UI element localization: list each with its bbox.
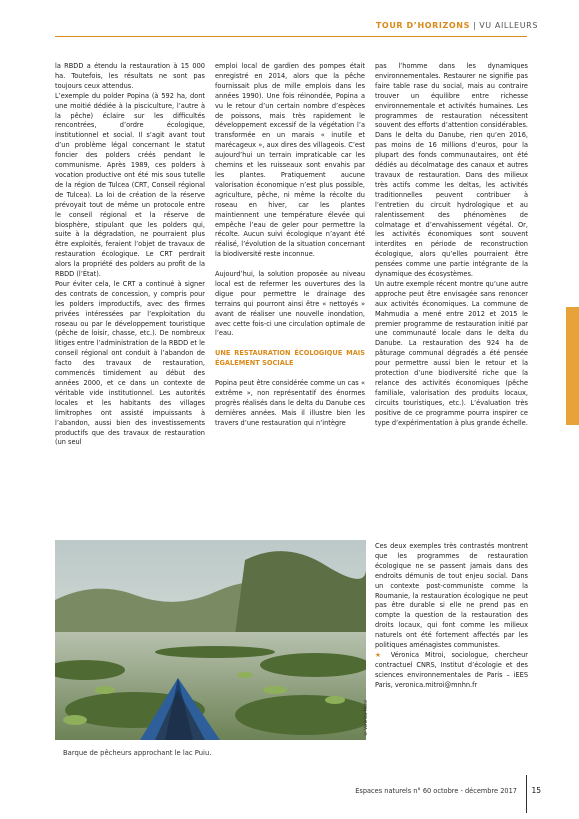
paragraph: emploi local de gardien des pompes était enregistré en 2014, alors que la pêche fournissait plus de mille emplois dans les années 1990). Une fois réinondée, Popina a vu le retour d’un certain nombre d’espèces de poissons, mais très rapidement le développement excessif de la végétation l’a transformée en un marais « inutile et marécageux », aux dires des villageois. C’est aujourd’hui un terrain impraticable car les chemins et les ruisseaux sont envahis par les plantes. Pratiquement aucune valorisation économique n’est plus possible, agriculture, pêche, ni même la récolte du roseau en hiver, car les plantes maintiennent une température élevée qui empêche l’eau de geler pour permettre la récolte. Aucun suivi écologique n’ayant été réalisé, l’évolution de la situation concernant la biodiversité reste inconnue.	[215, 62, 365, 259]
page-number: 15	[531, 786, 541, 795]
column-3-lower	[375, 542, 528, 691]
section-subheading: UNE RESTAURATION ÉCOLOGIQUE MAIS ÉGALEMENT SOCIALE	[215, 349, 365, 368]
column-3	[375, 62, 528, 429]
paragraph: Pour éviter cela, le CRT a continué à signer des contrats de concession, y compris pour les polders improductifs, avec des firmes privées intéressées par l’exploitation du roseau ou par le développement touristique (pêche de loisir, chasse, etc.). De nombreux litiges entre l’administration de la RBDD et le conseil régional ont conduit à l’abandon de facto des travaux de restauration, commencés timidement au début des années 2000, et ce dans un contexte de véritable vide institutionnel. Les autorités locales et les habitants des villages limitrophes ont assisté impuissants à l’abandon, aussi bien des investissements productifs que des travaux de restauration (un seul	[55, 279, 205, 447]
paragraph: pas l’homme dans les dynamiques environnementales. Restaurer ne signifie pas faire table rase du social, mais au contraire trouver un équilibre entre richesse environnementale et activités humaines. Les programmes de restauration nécessitent souvent des efforts d’attention considérables. Dans le delta du Danube, rien qu’en 2016, pas moins de 16 millions d’euros, pour la plupart des fonds communautaires, ont été dédiés au décolmatage des canaux et autres travaux de restauration. Dans des milieux très actifs comme les deltas, les activités traditionnelles peuvent contribuer à l’entretien du circuit hydrologique et au ralentissement des phénomènes de colmatage et d’envahissement végétal. Or, les activités économiques sont souvent interdites en période de reconstruction écologique, alors qu’elles pourraient être pensées comme une partie intégrante de la dynamique des écosystèmes.	[375, 62, 528, 279]
star-icon: ★	[375, 650, 385, 659]
column-2	[215, 62, 365, 428]
header-separator: |	[472, 21, 477, 30]
photo-caption: Barque de pêcheurs approchant le lac Puiu.	[63, 749, 212, 757]
footer-rule	[526, 775, 527, 813]
lake-boat-illustration	[55, 540, 366, 740]
footer-publication: Espaces naturels n° 60 octobre - décembre 2017	[355, 787, 517, 795]
section-title: TOUR D’HORIZONS	[375, 21, 470, 30]
column-1	[55, 62, 205, 448]
running-header	[376, 21, 538, 30]
paragraph: Aujourd’hui, la solution proposée au niveau local est de refermer les ouvertures des la digue pour permettre le drainage des terrains qui pourront ainsi être « nettoyés » avant de réaliser une nouvelle inondation, avec cette fois-ci une circulation optimale de l’eau.	[215, 270, 365, 338]
header-rule	[55, 36, 527, 37]
boat-photo	[55, 540, 366, 740]
side-color-tab	[566, 307, 579, 425]
photo-credit: © Veronica Mitroi	[363, 700, 368, 736]
paragraph: la RBDD a étendu la restauration à 15 000 ha. Toutefois, les résultats ne sont pas toujours ceux attendus.	[55, 62, 205, 90]
paragraph: Un autre exemple récent montre qu’une autre approche peut être envisagée sans renoncer aux activités économiques. La commune de Mahmudia a mené entre 2012 et 2015 le premier programme de restauration initié par une communauté locale dans le delta du Danube. La restauration des 924 ha de pâturage communal dégradés a été pensée pour permettre aussi bien le retour et la protection d’une biodiversité riche que la relance des activités économiques (pêche familiale, valorisation des produits locaux, circuits touristiques, etc.). L’évaluation très positive de ce programme pourra inspirer ce type d’expérimentation à plus grande échelle.	[375, 279, 528, 427]
paragraph: Ces deux exemples très contrastés montrent que les programmes de restauration écologique ne se passent jamais dans des endroits démunis de tout enjeu social. Dans un contexte post-communiste comme la Roumanie, la restauration écologique ne peut pas être durable si elle ne prend pas en compte la question de la restauration des droits locaux, qui font comme les milieux naturels ont été fortement affectés par les politiques aménagistes communistes.	[375, 542, 528, 650]
section-subtitle: VU AILLEURS	[479, 21, 538, 30]
paragraph: Popina peut être considérée comme un cas « extrême », non représentatif des énormes progrès réalisés dans le delta du Danube ces dernières années. Mais il illustre bien les travers d’une restauration qui n’intègre	[215, 378, 365, 427]
paragraph: L’exemple du polder Popina (à 592 ha, dont une moitié dédiée à la pisciculture, l’autre à la pêche) éclaire sur les difficultés rencontrées, d’ordre écologique, institutionnel et social. Il s’agit avant tout d’un problème légal concernant le statut foncier des polders créés pendant le communisme. Après 1989, ces polders à vocation productive ont été mis sous tutelle de la région de Tulcea (CRT, Conseil régional de Tulcea). La loi de création de la réserve prévoyait tout de même un protocole entre le conseil régional et la réserve de biosphère, stipulant que les polders qui, suite à la dégradation, ne pourraient plus être exploités, feraient l’objet de travaux de restauration écologique. Le CRT perdrait alors la propriété des polders au profit de la RBDD (l’État).	[55, 91, 205, 279]
author-details: Véronica Mitroi, sociologue, chercheur contractuel CNRS, Institut d’écologie et des sciences environnementales de Paris – iEES Paris, veronica.mitroi@mnhn.fr	[375, 650, 528, 689]
author-signature	[375, 651, 528, 691]
